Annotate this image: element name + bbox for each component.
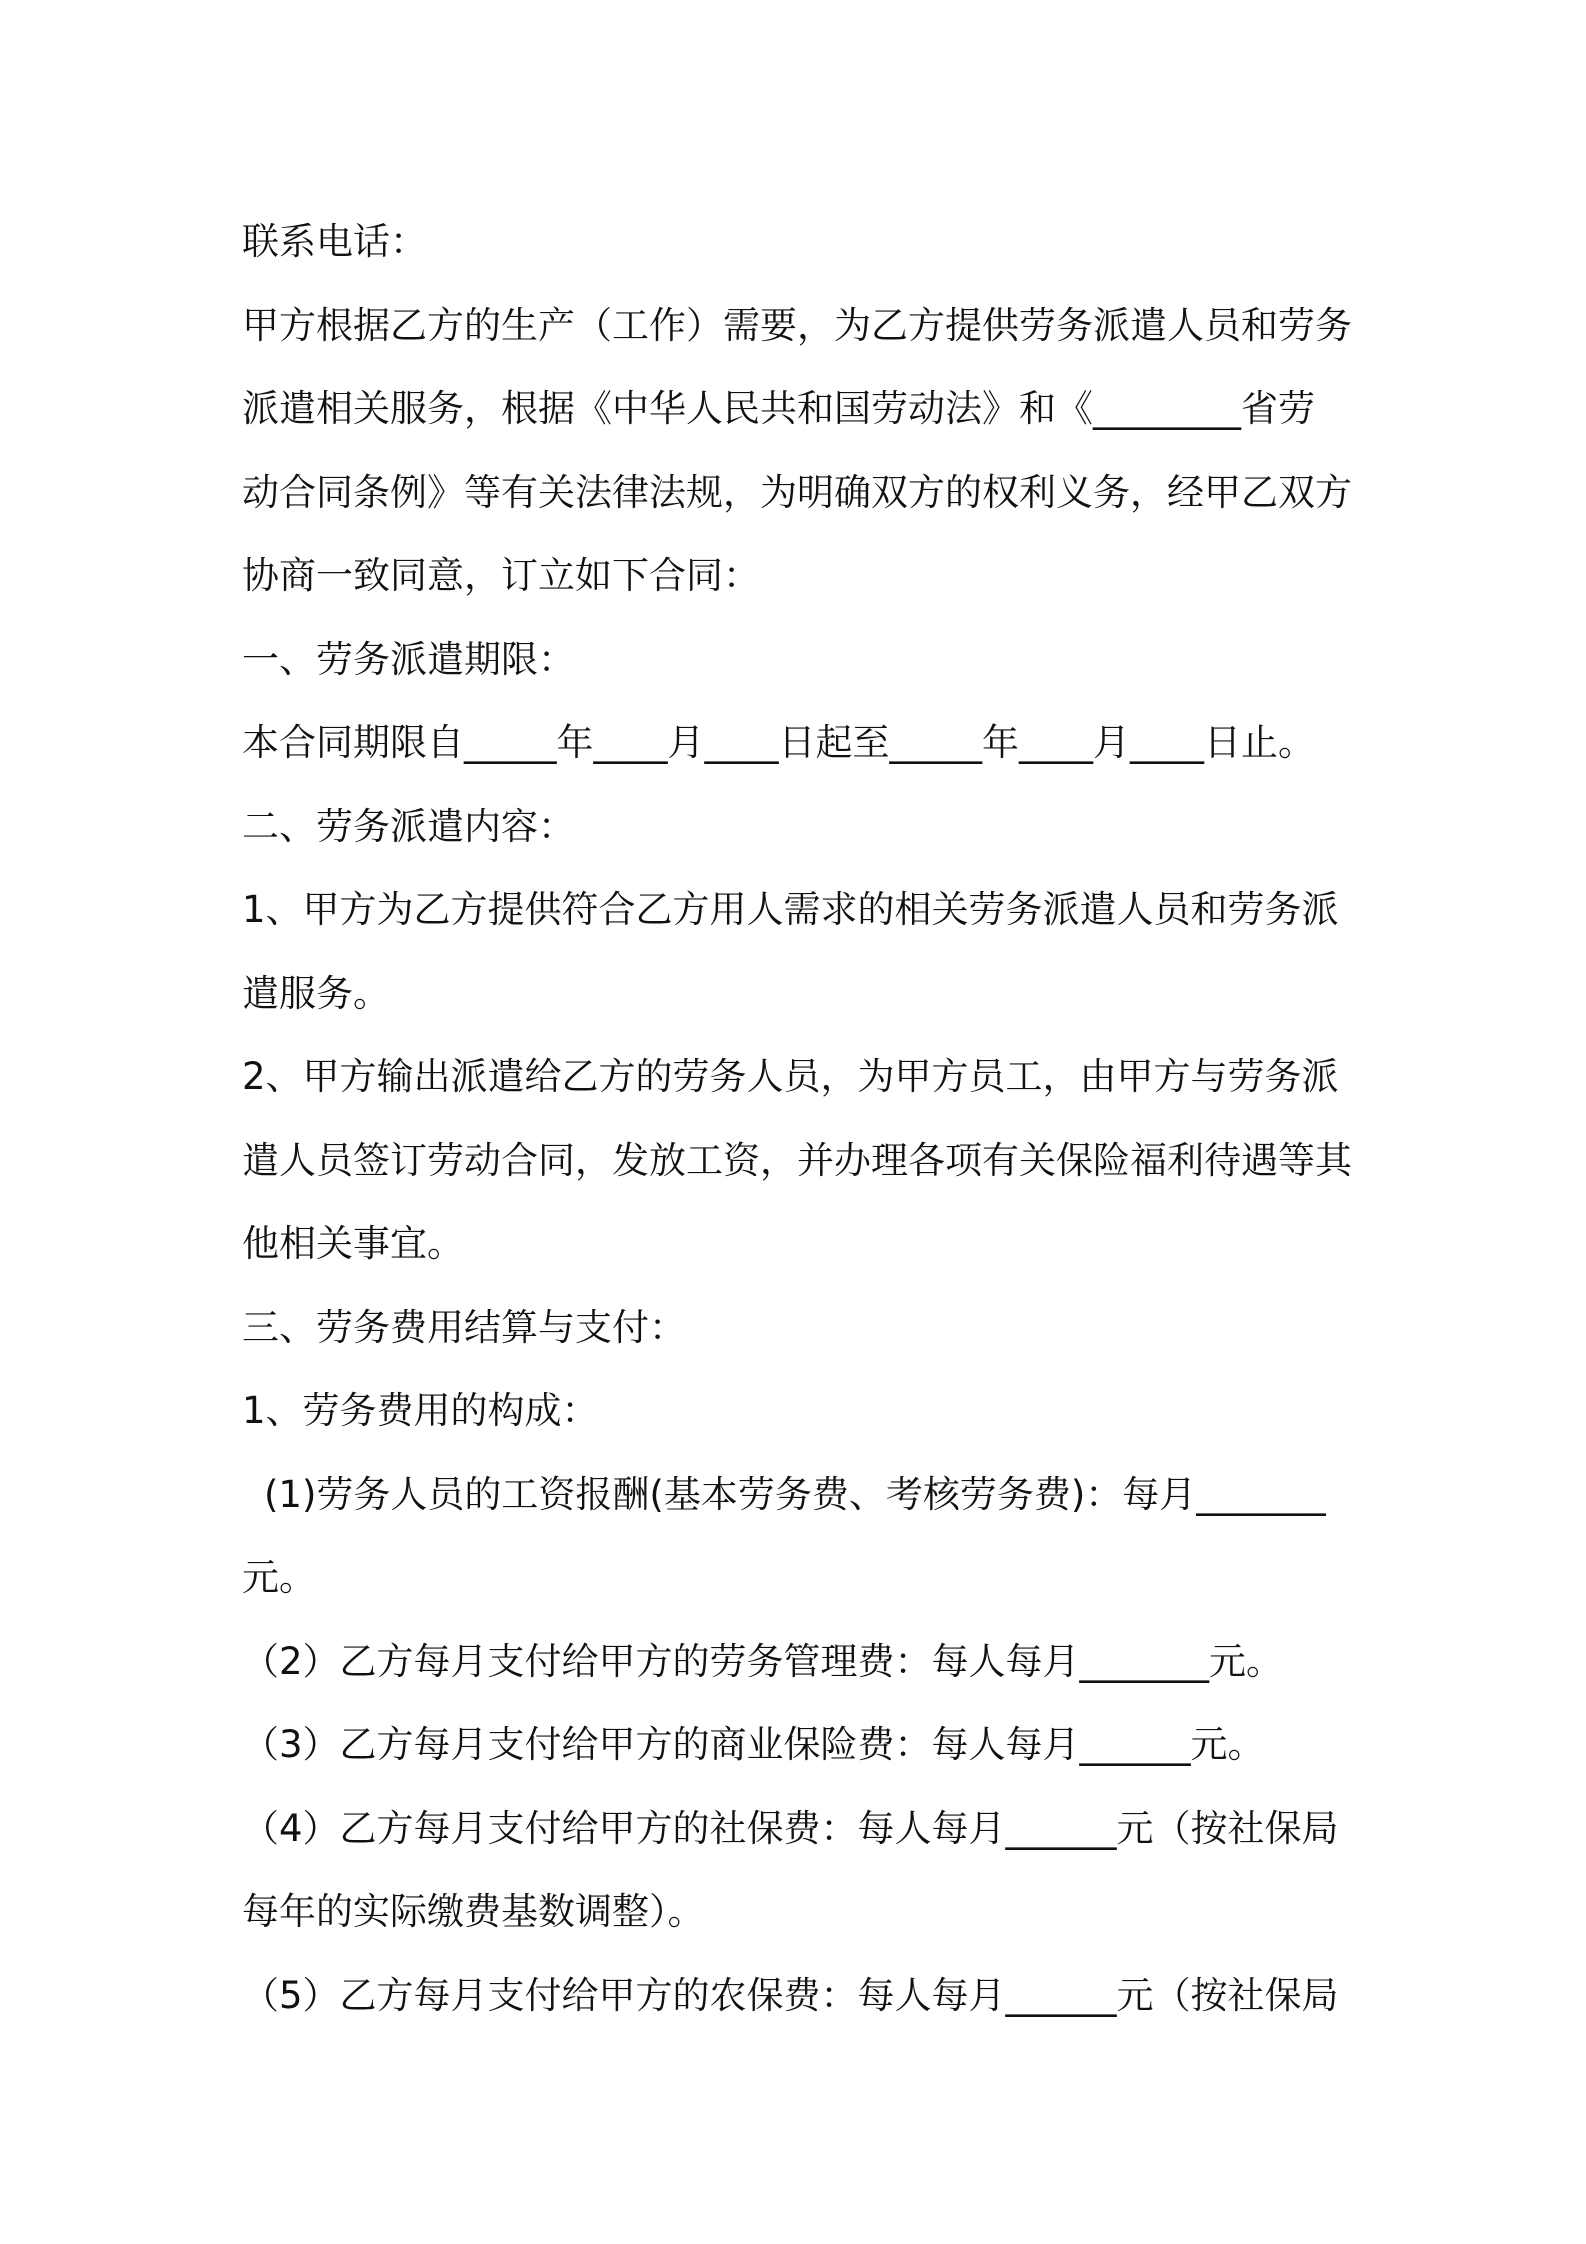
preamble-line-3: 动合同条例》等有关法律法规，为明确双方的权利义务，经甲乙双方	[242, 470, 1352, 514]
contract-term-line: 本合同期限自_____年____月____日起至_____年____月____日止。	[242, 721, 1315, 764]
fee-item-3: （3）乙方每月支付给甲方的商业保险费：每人每月______元。	[242, 1723, 1265, 1766]
clause-3-1-heading: 1、劳务费用的构成：	[242, 1389, 599, 1432]
fee-item-4-line-1: （4）乙方每月支付给甲方的社保费：每人每月______元（按社保局	[242, 1806, 1339, 1850]
clause-2-1-line-1: 1、甲方为乙方提供符合乙方用人需求的相关劳务派遣人员和劳务派	[242, 888, 1339, 931]
fee-item-4-line-2: 每年的实际缴费基数调整）。	[242, 1890, 705, 1933]
document-body	[242, 200, 1362, 2037]
fee-item-5-line-1: （5）乙方每月支付给甲方的农保费：每人每月______元（按社保局	[242, 1973, 1339, 2017]
preamble-line-1: 甲方根据乙方的生产（工作）需要，为乙方提供劳务派遣人员和劳务	[242, 303, 1352, 347]
section-1-heading: 一、劳务派遣期限：	[242, 637, 575, 681]
clause-2-2-line-1: 2、甲方输出派遣给乙方的劳务人员，为甲方员工，由甲方与劳务派	[242, 1055, 1339, 1098]
section-2-heading: 二、劳务派遣内容：	[242, 804, 575, 848]
contact-phone-label: 联系电话：	[242, 220, 427, 263]
fee-item-1-line-2: 元。	[242, 1556, 316, 1599]
clause-2-2-line-2: 遣人员签订劳动合同，发放工资，并办理各项有关保险福利待遇等其	[242, 1138, 1352, 1182]
fee-item-1-line-1: (1)劳务人员的工资报酬(基本劳务费、考核劳务费)：每月_______	[264, 1472, 1326, 1516]
fee-item-2: （2）乙方每月支付给甲方的劳务管理费：每人每月_______元。	[242, 1639, 1284, 1683]
preamble-line-2: 派遣相关服务，根据《中华人民共和国劳动法》和《________省劳	[242, 387, 1315, 430]
section-3-heading: 三、劳务费用结算与支付：	[242, 1305, 686, 1349]
clause-2-1-line-2: 遣服务。	[242, 971, 390, 1015]
clause-2-2-line-3: 他相关事宜。	[242, 1222, 464, 1265]
preamble-line-4: 协商一致同意，订立如下合同：	[242, 554, 760, 597]
